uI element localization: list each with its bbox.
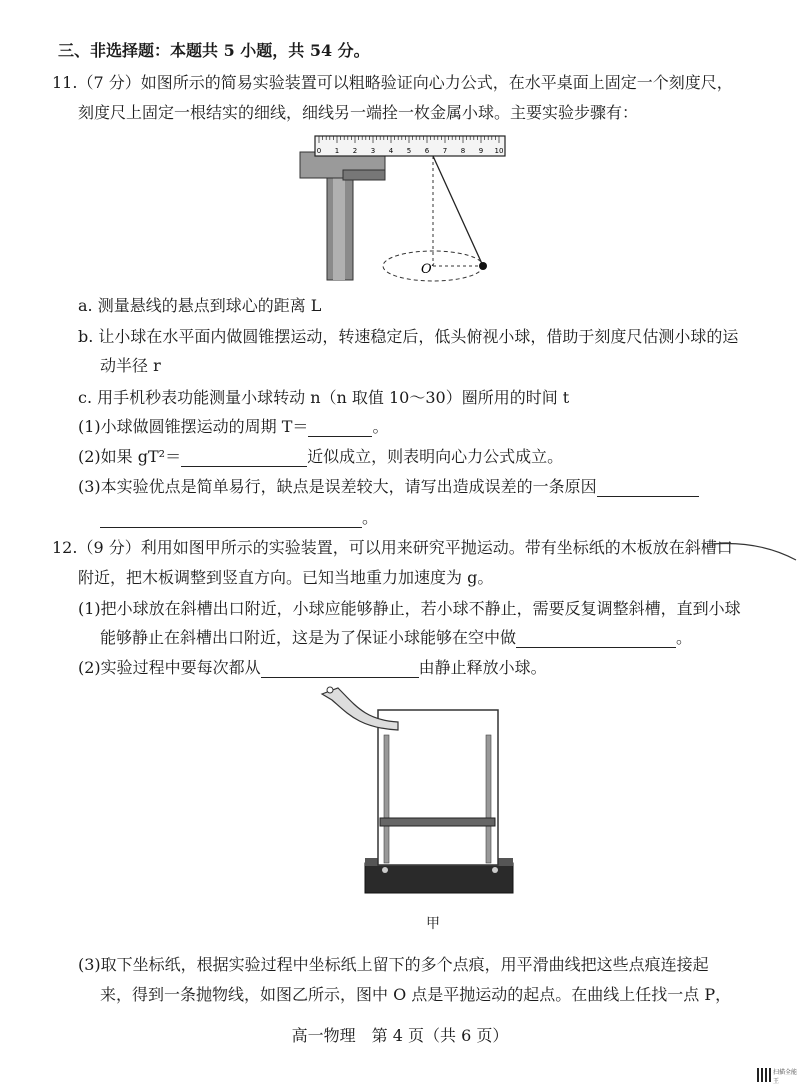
- base-screw-right: [492, 867, 498, 873]
- pen-mark: [710, 538, 800, 568]
- page-footer: 高一物理 第 4 页（共 6 页）: [291, 1026, 509, 1045]
- chute-ball: [327, 687, 333, 693]
- q11-sub3-blank-b[interactable]: [100, 511, 362, 528]
- base-screw-left: [382, 867, 388, 873]
- q12-sub1-end: 。: [676, 628, 693, 647]
- catch-bar: [380, 818, 495, 826]
- inclined-chute: [322, 688, 398, 730]
- q12-sub2: [78, 658, 547, 678]
- q11-sub1-end: 。: [372, 417, 389, 436]
- ruler-tick-label: 8: [460, 147, 466, 155]
- q11-sub1-text: (1)小球做圆锥摆运动的周期 T＝: [78, 417, 309, 436]
- q11-line2: 刻度尺上固定一根结实的细线，细线另一端拴一枚金属小球。主要实验步骤有：: [78, 103, 639, 122]
- ruler-tick-label: 7: [442, 147, 448, 155]
- q12-sub2-text: (2)实验过程中要每次都从: [78, 658, 261, 677]
- ruler-tick-label: 1: [334, 147, 340, 155]
- q11-step-b-line1: b. 让小球在水平面内做圆锥摆运动，转速稳定后，低头俯视小球，借助于刻度尺估测小球的运: [78, 327, 739, 346]
- rod-right: [486, 735, 491, 863]
- q11-step-b-line2: 动半径 r: [100, 356, 161, 375]
- ruler-tick-label: 9: [478, 147, 484, 155]
- ruler-tick-label: 0: [316, 147, 322, 155]
- q12-sub1-line1: (1)把小球放在斜槽出口附近，小球应能够静止，若小球不静止，需要反复调整斜槽，直到小球: [78, 599, 741, 618]
- q12-sub1-text: 能够静止在斜槽出口附近，这是为了保证小球能够在空中做: [100, 628, 517, 647]
- projectile-apparatus-figure: [310, 680, 530, 910]
- q11-sub3-cont: [100, 508, 378, 528]
- conical-pendulum-figure: [295, 132, 515, 282]
- coordinate-board: [378, 710, 498, 865]
- q12-sub2-end: 由静止释放小球。: [418, 658, 547, 677]
- q12-line2: 附近，把木板调整到竖直方向。已知当地重力加速度为 g。: [78, 568, 494, 587]
- q11-sub2: [78, 447, 563, 467]
- q11-sub1: [78, 417, 388, 437]
- qr-code-icon: [757, 1068, 771, 1082]
- string: [433, 156, 483, 266]
- q11-sub3-blank-a[interactable]: [597, 480, 699, 497]
- q11-sub3: [78, 477, 699, 497]
- scanner-watermark: 扫描全能王: [773, 1069, 798, 1085]
- q12-sub1-line2: [100, 628, 692, 648]
- ruler-tick-label: 3: [370, 147, 376, 155]
- apparatus-base: [365, 863, 513, 893]
- ruler-tick-label: 2: [352, 147, 358, 155]
- metal-ball: [479, 262, 487, 270]
- q11-line1: 11.（7 分）如图所示的简易实验装置可以粗略验证向心力公式，在水平桌面上固定一个刻度尺，: [52, 73, 733, 92]
- rod-left: [384, 735, 389, 863]
- q12-sub3-line1: (3)取下坐标纸，根据实验过程中坐标纸上留下的多个点痕，用平滑曲线把这些点痕连接起: [78, 955, 709, 974]
- q12-line1: 12.（9 分）利用如图甲所示的实验装置，可以用来研究平抛运动。带有坐标纸的木板放在斜槽口: [52, 538, 733, 557]
- ruler-tick-label: 10: [494, 147, 504, 155]
- section-header: 三、非选择题：本题共 5 小题，共 54 分。: [58, 41, 370, 60]
- center-label: O′: [421, 262, 435, 277]
- q11-sub2-blank[interactable]: [181, 450, 307, 467]
- q11-sub3-end: 。: [362, 508, 379, 527]
- q11-sub1-blank[interactable]: [308, 420, 372, 437]
- q12-sub3-line2: 来，得到一条抛物线，如图乙所示，图中 O 点是平抛运动的起点。在曲线上任找一点 P，: [100, 985, 732, 1004]
- ruler-tick-label: 6: [424, 147, 430, 155]
- ruler-tick-label: 5: [406, 147, 412, 155]
- q12-sub1-blank[interactable]: [516, 631, 676, 648]
- q11-sub3-text: (3)本实验优点是简单易行，缺点是误差较大，请写出造成误差的一条原因: [78, 477, 597, 496]
- q11-sub2-text: (2)如果 gT²＝: [78, 447, 182, 466]
- clamp-jaw: [343, 170, 385, 180]
- figure-caption: 甲: [426, 916, 440, 932]
- q11-sub2-end: 近似成立，则表明向心力公式成立。: [307, 447, 564, 466]
- q12-sub2-blank[interactable]: [261, 661, 419, 678]
- q11-step-a: a. 测量悬线的悬点到球心的距离 L: [78, 296, 322, 315]
- q11-step-c: c. 用手机秒表功能测量小球转动 n（n 取值 10～30）圈所用的时间 t: [78, 388, 570, 407]
- ruler-tick-label: 4: [388, 147, 394, 155]
